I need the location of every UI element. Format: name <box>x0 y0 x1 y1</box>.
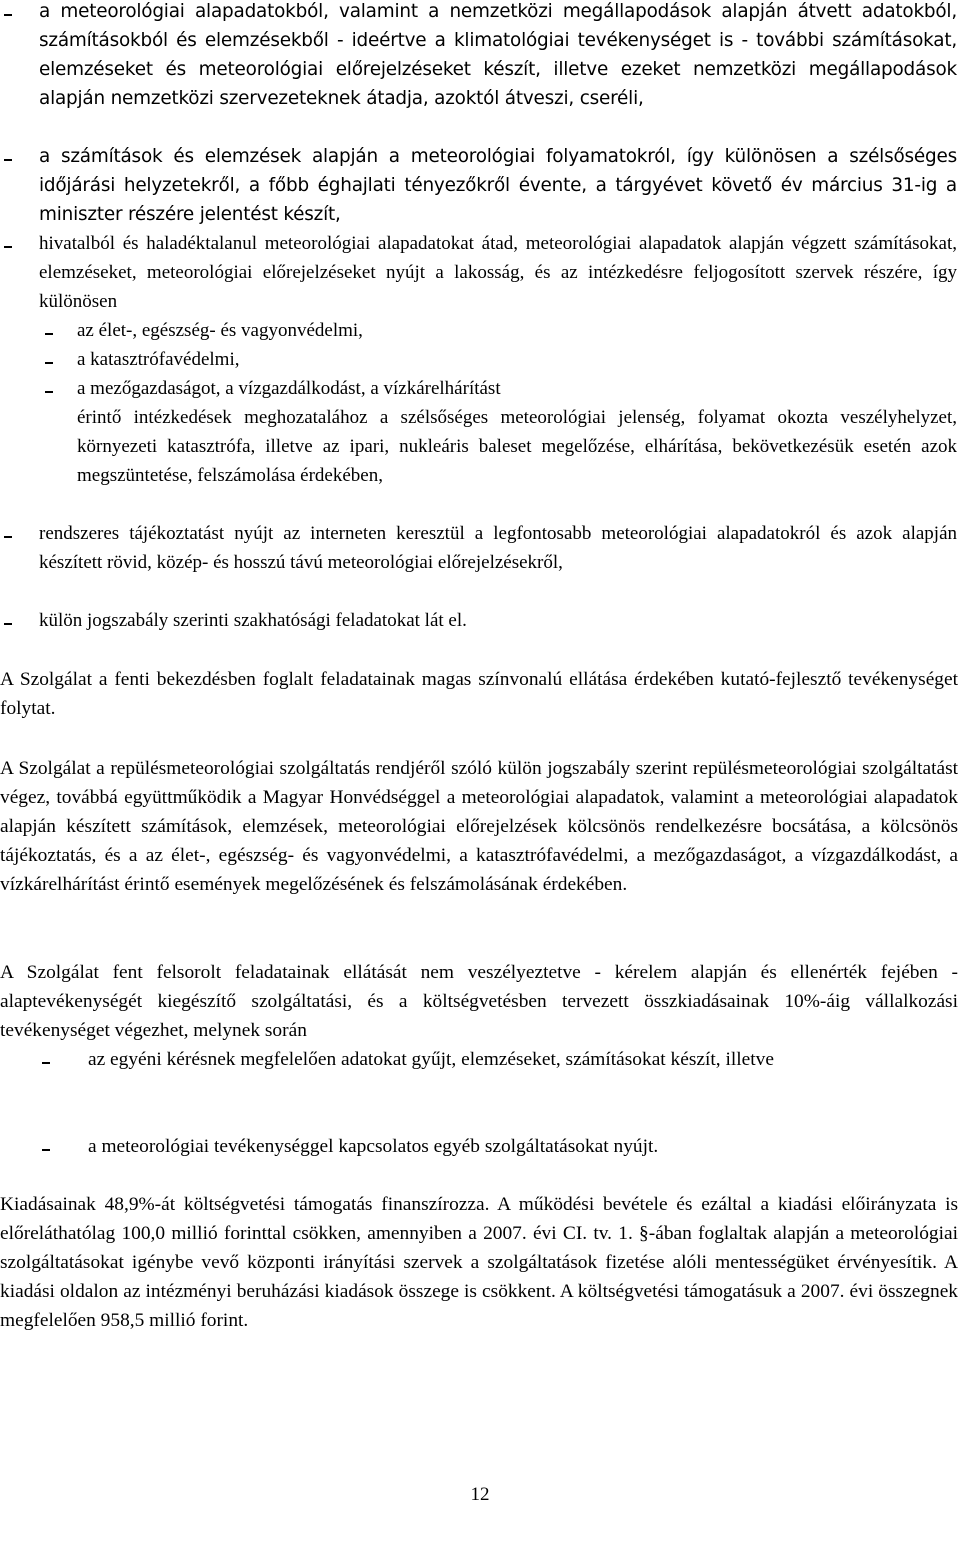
paragraph-services: A Szolgálat fent felsorolt feladatainak ellátását nem veszélyeztetve - kérelem alapján és ellenérték fejében - alaptevékenységét kiegészítő szolgáltatási, és a költségvetésben tervezett összkiadásainak 10%-áig vállalkozási tevékenységet végezhet, melynek során <box>0 962 958 1042</box>
sub-list-item: a mezőgazdaságot, a vízgazdálkodást, a vízkárelhárítást <box>77 378 501 399</box>
list-item: az egyéni kérésnek megfelelően adatokat gyűjt, elemzéseket, számításokat készít, illetve <box>88 1049 774 1070</box>
dash-marker <box>4 246 12 248</box>
paragraph-finance: Kiadásainak 48,9%-át költségvetési támogatás finanszírozza. A működési bevétele és ezáltal a kiadási előirányzata is előreláthatólag 100,0 millió forinttal csökken, amennyiben a 2007. évi CI. tv. 1. §-ában foglaltak alapján a meteorológiai szolgáltatásokat igénybe vevő központi irányítási szervek a szolgáltatások fizetése alóli mentességüket érvényesítik. A kiadási oldalon az intézményi beruházási kiadások összege is csökkent. A költségvetési támogatásuk a 2007. évi összegnek megfelelően 958,5 millió forint. <box>0 1194 958 1332</box>
paragraph-aviation: A Szolgálat a repülésmeteorológiai szolgáltatás rendjéről szóló külön jogszabály szerint repülésmeteorológiai szolgáltatást végez, továbbá együttműködik a Magyar Honvédséggel a meteorológiai alapadatok, valamint a meteorológiai alapadatok alapján készített számítások, elemzések, meteorológiai előrejelzések kölcsönös rendelkezésre bocsátása, a kölcsönös tájékoztatás, és a az élet-, egészség- és vagyonvédelmi, a katasztrófavédelmi, a mezőgazdaságot, a vízgazdálkodást, a vízkárelhárítást érintő események megelőzésének és felszámolásának érdekében. <box>0 758 958 896</box>
list-item: a meteorológiai tevékenységgel kapcsolatos egyéb szolgáltatásokat nyújt. <box>88 1136 659 1157</box>
dash-marker <box>42 1062 50 1064</box>
dash-marker <box>42 1149 50 1151</box>
page-number: 12 <box>470 1484 490 1505</box>
sub-list-item: az élet-, egészség- és vagyonvédelmi, <box>77 320 363 341</box>
dash-marker <box>4 14 12 16</box>
list-item: rendszeres tájékoztatást nyújt az interneten keresztül a legfontosabb meteorológiai alapadatokról és azok alapján készített rövid, közép- és hosszú távú meteorológiai előrejelzésekről, <box>39 523 957 573</box>
list-item: hivatalból és haladéktalanul meteorológiai alapadatokat átad, meteorológiai alapadatok alapján végzett számításokat, elemzéseket, meteorológiai előrejelzéseket nyújt a lakosság, és az intézkedésre feljogosított szervek részére, így különösen <box>39 233 957 312</box>
list-item: a számítások és elemzések alapján a meteorológiai folyamatokról, így különösen a szélsőséges időjárási helyzetekről, a főbb éghajlati tényezőkről évente, a tárgyévet követő év március 31-ig a miniszter részére jelentést készít, <box>39 146 957 225</box>
dash-marker <box>4 536 12 538</box>
dash-marker <box>4 159 12 161</box>
list-item: a meteorológiai alapadatokból, valamint a nemzetközi megállapodások alapján átvett adatokból, számításokból és elemzésekből - ideértve a klimatológiai tevékenységet is - további számításokat, elemzéseket és meteorológiai előrejelzéseket készít, illetve ezeket nemzetközi megállapodások alapján nemzetközi szervezeteknek átadja, azoktól átveszi, cseréli, <box>39 1 957 109</box>
sub-list-continuation: érintő intézkedések meghozatalához a szélsőséges meteorológiai jelenség, folyamat okozta veszélyhelyzet, környezeti katasztrófa, illetve az ipari, nukleáris baleset megelőzése, elhárítása, bekövetkezésük esetén azok megszüntetése, felszámolása érdekében, <box>77 407 957 486</box>
dash-marker <box>4 623 12 625</box>
dash-marker <box>45 362 53 364</box>
paragraph-research: A Szolgálat a fenti bekezdésben foglalt feladatainak magas színvonalú ellátása érdekében kutató-fejlesztő tevékenységet folytat. <box>0 669 958 720</box>
dash-marker <box>45 391 53 393</box>
dash-marker <box>45 333 53 335</box>
sub-list-item: a katasztrófavédelmi, <box>77 349 240 370</box>
list-item: külön jogszabály szerinti szakhatósági feladatokat lát el. <box>39 610 467 631</box>
